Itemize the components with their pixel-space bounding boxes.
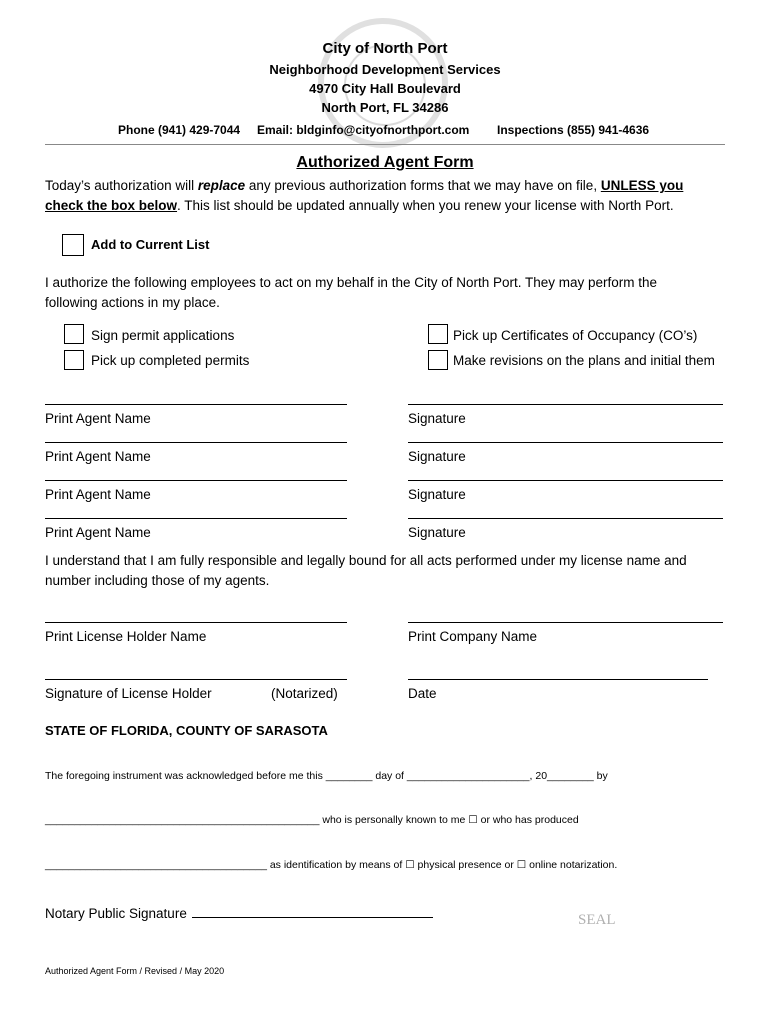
agent-name-line-4[interactable] <box>45 518 347 519</box>
org-title: City of North Port <box>322 40 448 57</box>
signature-line-1[interactable] <box>408 404 723 405</box>
form-title: Authorized Agent Form <box>296 154 474 171</box>
agent-name-line-1[interactable] <box>45 404 347 405</box>
signature-label-1: Signature <box>408 411 466 426</box>
address-line-2: North Port, FL 34286 <box>321 100 449 115</box>
pickup-co-checkbox[interactable] <box>428 324 448 344</box>
pickup-permits-checkbox[interactable] <box>64 350 84 370</box>
holder-signature-line[interactable] <box>45 679 347 680</box>
signature-line-3[interactable] <box>408 480 723 481</box>
department: Neighborhood Development Services <box>269 62 501 77</box>
agent-name-label-3: Print Agent Name <box>45 487 151 502</box>
signature-label-3: Signature <box>408 487 466 502</box>
sign-permits-label: Sign permit applications <box>91 328 235 343</box>
header-divider <box>45 144 725 145</box>
company-name-line[interactable] <box>408 622 723 623</box>
inspections-phone: Inspections (855) 941-4636 <box>497 123 650 137</box>
revisions-checkbox[interactable] <box>428 350 448 370</box>
notary-signature-line[interactable] <box>192 917 433 918</box>
signature-label-4: Signature <box>408 525 466 540</box>
agent-name-line-2[interactable] <box>45 442 347 443</box>
agent-name-label-2: Print Agent Name <box>45 449 151 464</box>
email: Email: bldginfo@cityofnorthport.com <box>257 123 470 137</box>
authorize-paragraph: I authorize the following employees to act on my behalf in the City of North Port. They may perform the following actions in my place. <box>45 275 658 310</box>
holder-signature-label: Signature of License Holder <box>45 686 212 701</box>
notary-signature-label: Notary Public Signature <box>45 906 187 921</box>
state-county-heading: STATE OF FLORIDA, COUNTY OF SARASOTA <box>45 723 328 738</box>
phone: Phone (941) 429-7044 <box>118 123 241 137</box>
notary-line-3: ______________________________________ as identification by means of ☐ physical presence or ☐ online notarization. <box>45 859 618 871</box>
pickup-permits-label: Pick up completed permits <box>91 353 250 368</box>
address-line-1: 4970 City Hall Boulevard <box>309 81 461 96</box>
seal-placeholder: SEAL <box>578 912 616 928</box>
notary-line-2: _______________________________________________ who is personally known to me ☐ or who has produced <box>45 814 579 826</box>
signature-line-2[interactable] <box>408 442 723 443</box>
company-name-label: Print Company Name <box>408 629 538 644</box>
agent-name-label-4: Print Agent Name <box>45 525 151 540</box>
agent-name-label-1: Print Agent Name <box>45 411 151 426</box>
revisions-label: Make revisions on the plans and initial them <box>453 353 715 368</box>
sign-permits-checkbox[interactable] <box>64 324 84 344</box>
license-holder-line[interactable] <box>45 622 347 623</box>
date-label: Date <box>408 686 437 701</box>
date-line[interactable] <box>408 679 708 680</box>
intro-paragraph: Today’s authorization will replace any previous authorization forms that we may have on file, UNLESS you check the box below. This list should be updated annually when you renew your license with North Port. <box>45 178 684 213</box>
add-to-list-checkbox[interactable] <box>62 234 84 256</box>
agent-name-line-3[interactable] <box>45 480 347 481</box>
signature-line-4[interactable] <box>408 518 723 519</box>
signature-label-2: Signature <box>408 449 466 464</box>
pickup-co-label: Pick up Certificates of Occupancy (CO’s) <box>453 328 698 343</box>
notarized-label: (Notarized) <box>271 686 338 701</box>
notary-line-1: The foregoing instrument was acknowledged before me this ________ day of _____________________, 20________ by <box>45 770 608 782</box>
responsibility-paragraph: I understand that I am fully responsible and legally bound for all acts performed under my license name and number including those of my agents. <box>45 553 687 588</box>
footer-revision: Authorized Agent Form / Revised / May 2020 <box>45 966 225 976</box>
license-holder-label: Print License Holder Name <box>45 629 207 644</box>
add-to-list-label: Add to Current List <box>91 237 210 252</box>
